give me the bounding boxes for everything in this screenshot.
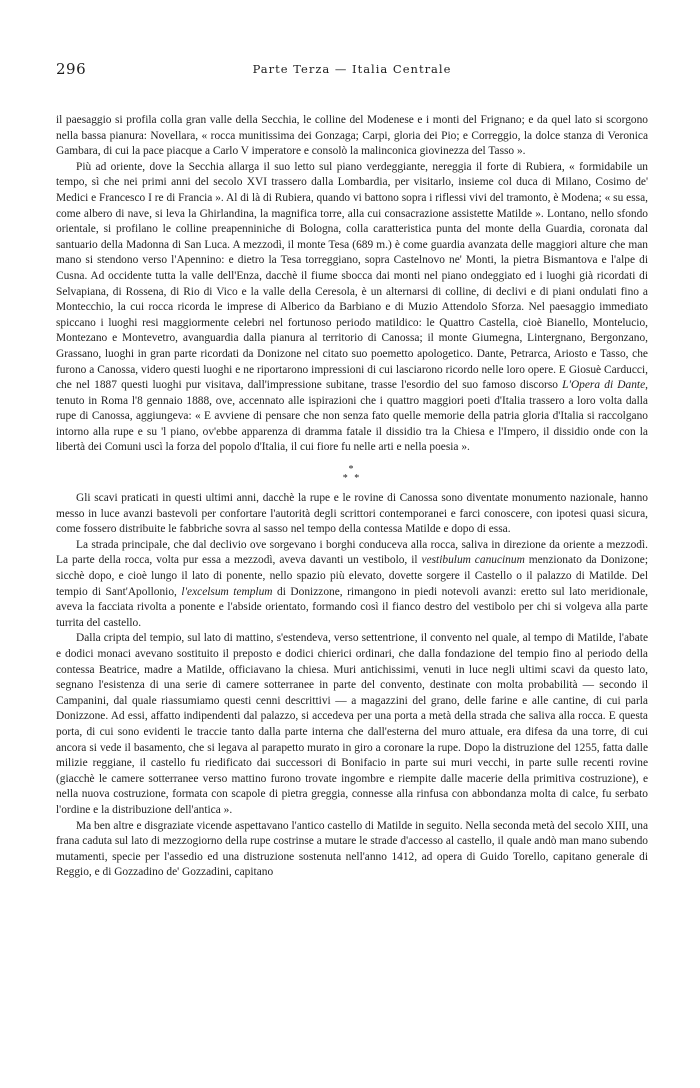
- paragraph: Ma ben altre e disgraziate vicende aspettavano l'antico castello di Matilde in seguito. Nella seconda metà del secolo XIII, una frana caduta sul lato di mezzogiorno della rupe costrinse a mutare le strade d'accesso al castello, il quale andò man mano subendo mutamenti, specie per l'assedio ed una distruzione sostenuta nell'anno 1412, ad opera di Guido Torello, capitano generale di Reggio, e di Gozzadino de' Gozzadini, capitano: [56, 819, 648, 879]
- page-number: 296: [56, 60, 87, 78]
- separator-bottom: * *: [342, 473, 362, 485]
- section-separator: [56, 465, 648, 483]
- page-body: [56, 113, 648, 881]
- text-run: Più ad oriente, dove la Secchia allarga il suo letto sul piano verdeggiante, nereggia il forte di Rubiera, « formidabile un tempo, sì che nei primi anni del secolo XVI trassero dalla Lombardia, per visitarlo, insieme col duca di Milano, Cosimo de' Medici e Francesco I re di Francia ». Al di là di Rubiera, quando vi battono sopra i riflessi vivi del tramonto, è Modena; « su essa, come albero di nave, si leva la Ghirlandina, la magnifica torre, alla cui consacrazione assistette Matilde ». Lontano, nello sfondo orientale, si profilano le colline preapenniniche di Bologna, colla caratteristica punta del monte della Guardia, coronata dal santuario della Madonna di San Luca. A mezzodì, il monte Tesa (689 m.) è come guardia avanzata delle maggiori alture che man mano si stendono verso l'Apennino: e dietro la Tesa torreggiano, sopra Castelnovo ne' Monti, la pietra Bismantova e l'alpe di Cusna. Ad occidente tutta la valle dell'Enza, dacchè il fiume sbocca dai monti nel piano ondeggiato ed i luoghi già ricordati di Selvapiana, di Rossena, di Rio di Vico e la valle della Ceresola, è un alternarsi di colline, di declivi e di piani ondulati fino a Montecchio, la cui rocca ricorda le imprese di Alberico da Barbiano e di Muzio Attendolo Sforza. Nel paesaggio immediato spiccano i luoghi resi maggiormente celebri nel fortunoso periodo matildico: le Quattro Castella, cioè Bianello, Montelucio, Montezano e Montevetro, avanguardia dalla pianura al territorio di Canossa; il monte Giumegna, Lintergnano, Bergonzano, Grassano, luoghi in gran parte ricordati da Donizone nel citato suo poemetto apologetico. Dante, Petrarca, Ariosto e Tasso, che furono a Canossa, videro questi luoghi e ne riportarono impressioni di cui lasciarono ricordo nelle loro opere. E Giosuè Carducci, che nel 1887 questi luoghi pur visitava, dall'impressione subitane, trasse l'esordio del suo famoso discorso: [56, 160, 648, 392]
- separator-top: *: [348, 464, 356, 476]
- paragraph: [56, 160, 648, 456]
- running-head: Parte Terza — Italia Centrale: [252, 62, 452, 76]
- italic-term: vestibulum canucinum: [421, 554, 525, 567]
- text-run: di Donizzone, rimangono in piedi notevoli avanzi: eretto sul lato meridionale, aveva la facciata rivolta a ponente e l'abside orientato, formando così il fianco destro del vestibolo per chi si volgeva alla parte turrita del castello.: [56, 585, 649, 629]
- paragraph: [56, 538, 648, 632]
- paragraph: il paesaggio si profila colla gran valle della Secchia, le colline del Modenese e i monti del Frignano; e da quel lato si scorgono nella bassa pianura: Novellara, « rocca munitissima dei Gonzaga; Carpi, gloria dei Pio; e Correggio, la dolce stanza di Veronica Gambara, di cui la pace piacque a Carlo V imperatore e consolò la malinconica giovinezza del Tasso ».: [56, 114, 648, 158]
- italic-title: L'Opera di Dante,: [562, 379, 648, 392]
- paragraph: Gli scavi praticati in questi ultimi anni, dacchè la rupe e le rovine di Canossa sono diventate monumento nazionale, hanno messo in luce avanzi bastevoli per confortare l'autorità degli scrittori contemporanei e farci conoscere, con ipotesi quasi sicura, come fossero distribuite le fabbriche sovra al sasso nel tempo della contessa Matilde e dopo di essa.: [56, 492, 648, 536]
- text-run: tenuto in Roma l'8 gennaio 1888, ove, accennato alle ispirazioni che i quattro maggiori poeti d'Italia trassero a loro volta dalla rupe di Canossa, aggiungeva: « E avviene di pensare che non senza fato quelle memorie della patria gloria d'Italia si raccolgano intorno alla rupe e su 'l piano, ov'ebbe apparenza di dramma fatale il dissidio tra la Chiesa e l'Impero, il dissidio onde con la libertà dei Comuni uscì la forza del popolo d'Italia, il cui fiore fu nelle arti e nella poesia ».: [56, 394, 648, 454]
- page-header: [56, 60, 648, 82]
- paragraph: Dalla cripta del tempio, sul lato di mattino, s'estendeva, verso settentrione, il convento nel quale, al tempo di Matilde, l'abate e dodici monaci avevano sostituito il preposto e dodici chierici ordinari, che dalla fondazione del tempio fino al periodo della contessa Beatrice, madre a Matilde, officiavano la chiesa. Muri antichissimi, venuti in luce negli ultimi scavi da questo lato, segnano l'esistenza di una serie di camere sotterranee in parte del convento, destinate con molta probabilità — secondo il Campanini, dal quale riassumiamo questi cenni descrittivi — a magazzini del grano, delle farine e alle cantine, di cui parla Donizzone. Ad essi, affatto indipendenti dal palazzo, si accedeva per una porta a metà della strada che saliva alla rocca. E questa porta, di cui sono evidenti le traccie tanto dalla parte interna che dall'esterna del muro attuale, era difesa da una torre, di cui ancora si vede il basamento, che si legava al parapetto murato in giro a coronare la rupe. Dopo la distruzione del 1255, fatta dalle milizie reggiane, il castello fu riedificato dai successori di Bonifacio in parte sui muri vecchi, in parte sulle recenti rovine (giacchè le camere sotterranee verso mattino furono trovate ingombre e riempite dalle macerie della primitiva costruzione), e nella nuova costruzione, formata con scapole di pietra greggia, connesse alla rinfusa con abbondanza molta di calce, fu serbato l'ordine e la distribuzione dell'antica ».: [56, 632, 648, 816]
- text-run: La strada principale, che dal declivio ove sorgevano i borghi conduceva alla rocca, saliva in direzione da oriente a mezzodì. La parte della rocca, volta pur essa a mezzodì, aveva davanti un vestibolo, il: [56, 538, 648, 567]
- italic-term: l'excelsum templum: [181, 585, 273, 598]
- text-run: menzionato da Donizone; sicchè dopo, e cioè lungo il lato di ponente, nello spazio più elevato, dovette sorgere il Castello o il palazzo di Matilde. Del tempio di Sant'Apollonio,: [56, 554, 648, 598]
